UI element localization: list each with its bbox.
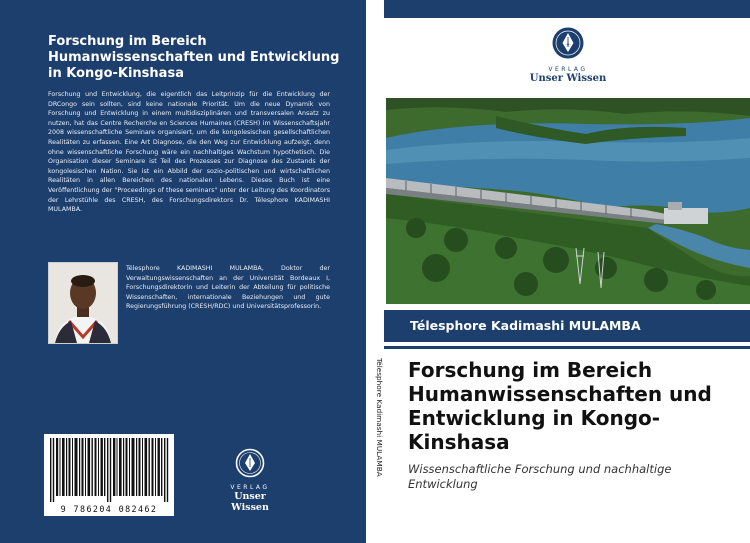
barcode-icon (44, 434, 174, 504)
back-description: Forschung und Entwicklung, die eigentlich das Leitprinzip für die Entwicklung der DRCongo sein sollten, sind keine nationale Priorität. Um die neue Dynamik von Forschung und Entwicklung in einem multidisziplinären und transversalen Ansatz zu nutzen, hat das Centre Recherche en Sciences Humaines (CRESH) im Wissenschaftsjahr 2008 wissenschaftliche Seminare organisiert, um die kongolesischen gesellschaftlichen Realitäten zu erfassen. Eine Art Diagnose, die den Weg zur Entwicklung aufzeigt, denn ohne wissenschaftliche Forschung wäre ein nachhaltiges Wachstum hypothetisch. Die Organisation dieser Seminare ist Teil des Prozesses zur Diagnose des Zustands der kongolesischen Nation. Sie ist ein Abbild der sozio-politischen und wirtschaftlichen Realitäten in allen Bereichen des nationalen Lebens. Dieses Buch ist eine Veröffentlichung der "Proceedings of these seminars" unter der Leitung des Koordinators der Lehrstühle des CRESH, des Forschungsdirektors Dr. Télesphore KADIMASHI MULAMBA. (48, 91, 330, 214)
publisher-verlag-label: VERLAG (230, 484, 270, 491)
pen-nib-icon (551, 26, 585, 60)
spine-author: Télesphore Kadimashi MULAMBA (375, 358, 384, 477)
pen-nib-icon (235, 448, 265, 478)
front-divider (384, 346, 750, 349)
back-cover (0, 0, 366, 543)
front-publisher-logo (522, 26, 614, 84)
author-bio: Télesphore KADIMASHI MULAMBA, Doktor der Verwaltungswissenschaften an der Universität Bordeaux I, Forschungsdirektorin und Leiterin der Abteilung für politische Wissenschaften, internationale Beziehungen und gute Regierungsführung (CRESH/RDC) und Universitätsprofessorin. (126, 265, 330, 311)
publisher-verlag-label: VERLAG (548, 66, 588, 73)
dam-landscape-image (386, 98, 750, 304)
author-photo (48, 262, 118, 344)
isbn-number: 9 786204 082462 (60, 504, 158, 514)
publisher-name: Unser Wissen (529, 73, 607, 84)
back-title: Forschung im Bereich Humanwissenschaften und Entwicklung in Kongo-Kinshasa (48, 34, 340, 81)
spine-text-container (366, 358, 384, 508)
publisher-name: Unser Wissen (231, 491, 269, 513)
front-author-name: Télesphore Kadimashi MULAMBA (410, 318, 641, 333)
front-subtitle: Wissenschaftliche Forschung und nachhaltige Entwicklung (408, 462, 672, 491)
front-top-band (384, 0, 750, 18)
back-publisher-logo (214, 448, 286, 513)
front-cover (384, 0, 750, 543)
cover-photo-dam (386, 98, 750, 304)
author-portrait-image (49, 263, 117, 343)
front-title: Forschung im Bereich Humanwissenschaften und Entwicklung in Kongo-Kinshasa (408, 358, 712, 454)
barcode (44, 434, 174, 516)
front-author-bar (384, 310, 750, 342)
